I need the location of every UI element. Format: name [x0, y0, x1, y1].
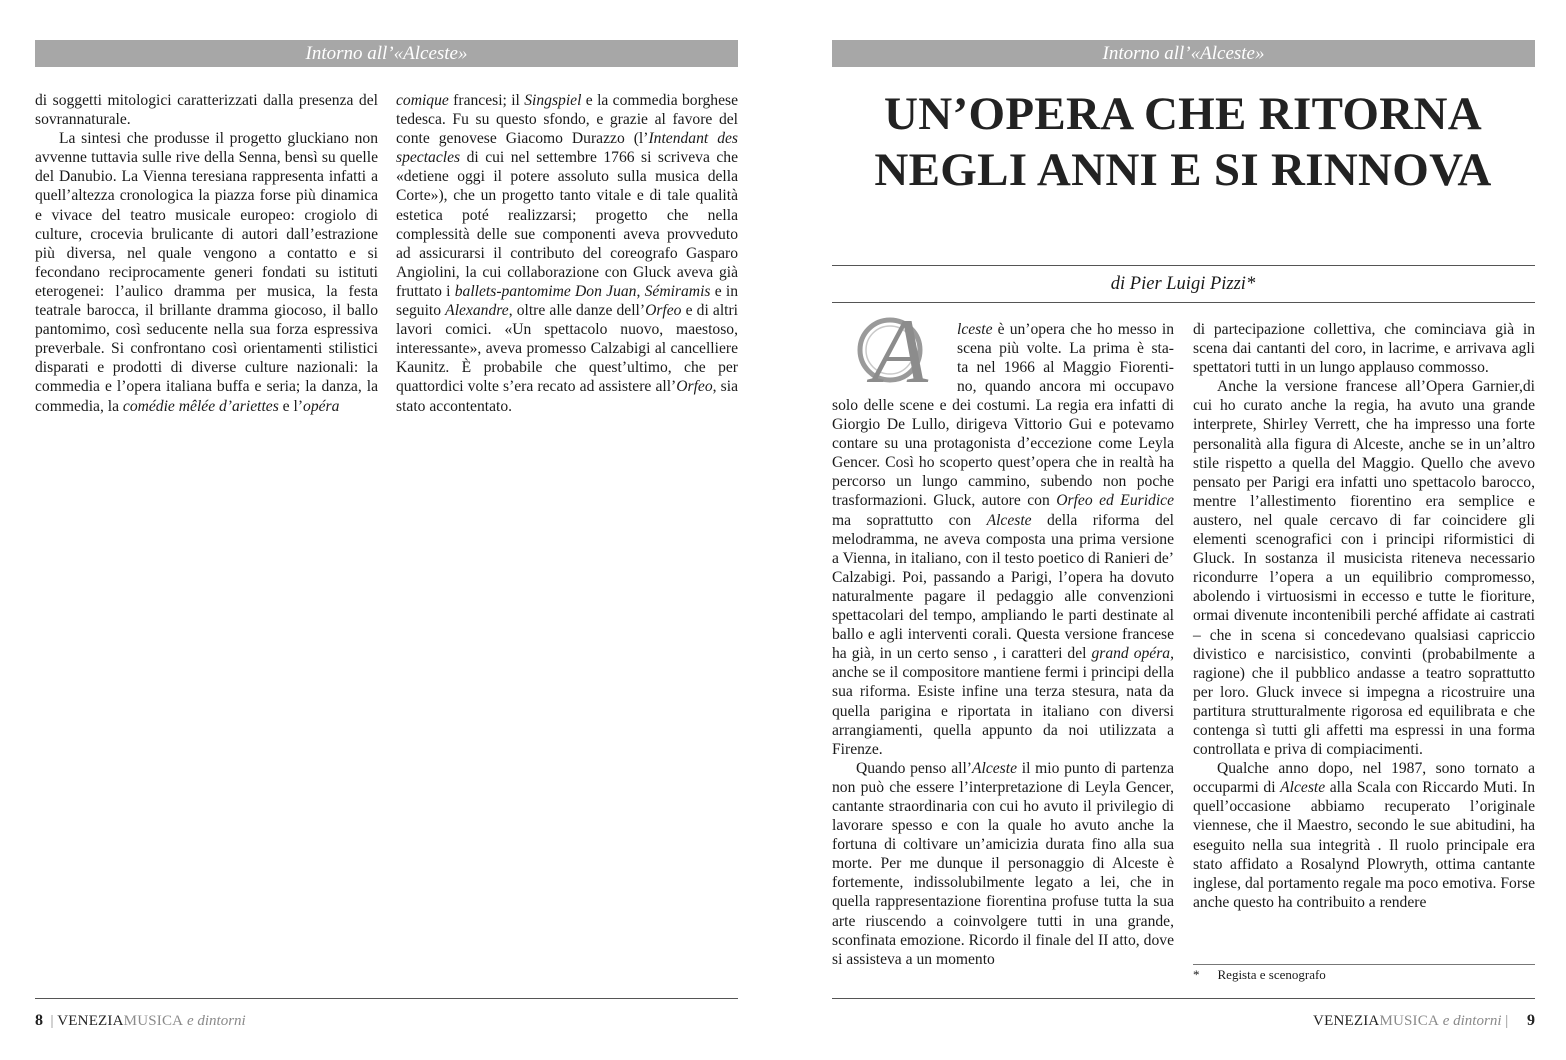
drop-cap-letter: A	[871, 300, 929, 396]
lead-line-1: lceste è un’opera che ho messo in	[957, 321, 1174, 338]
footnote-rule	[1193, 964, 1535, 965]
paragraph: Qualche anno dopo, nel 1987, sono tornato a occuparmi di Alceste alla Scala con Riccardo Muti. In quell’occasione abbiamo recuperato l’originale viennese, che il Maestro, secondo le sue abitudini, ha eseguito nella sua integrità . Il ruolo principale era stato affidato a Rosalynd Plowryth, ottima cantante inglese, dal portamento regale ma poco emotiva. Forse anche questo ha contribuito a rendere	[1193, 760, 1535, 911]
byline-rule-top	[832, 265, 1535, 266]
paragraph: Quando penso all’Alceste il mio punto di partenza non può che essere l’interpretazione di Leyla Gencer, cantante straordinaria con cui ho avuto il privilegio di lavorare spesso e con la quale ho avuto anche la fortuna di coltivare un’amicizia durata fino alla sua morte. Per me dunque il personaggio di Alceste è fortemente, indissolubilmente legato a lei, che in quella rappresentazione fiorentina profuse tutta la sua arte riuscendo a coinvolgere tutti in una grande, sconfinata emozione. Ricordo il finale del II atto, dove si assisteva a un momento	[832, 759, 1175, 968]
right-footer	[1313, 1012, 1535, 1030]
right-column-2	[1193, 320, 1535, 912]
left-running-header: Intorno all’«Alceste»	[35, 40, 738, 67]
article-byline: di Pier Luigi Pizzi*	[1110, 274, 1256, 294]
paragraph: La sintesi che produsse il progetto gluckiano non avvenne tuttavia sulle rive della Senna, bensì su quelle del Danubio. La Vienna teresiana rappresenta infatti a quell’altezza cronologica la piazza forse più dinamica e vivace del teatro musicale europeo: crogiolo di culture, crocevia brulicante di autori dall’estrazione più diversa, nel quale vengono a contatto e si fecondano reciprocamente generi fondati su istituti eterogenei: l’aulico dramma per musica, la festa teatrale barocca, il brillante dramma giocoso, il ballo pantomimo, così seducente nella sua forza espressiva preverbale. Si confrontano così orientamenti stilistici disparati e prodotti di diverse culture nazionali: la commedia e l’opera italiana buffa e seria; la danza, la commedia, la comédie mêlée d’ariettes e l’opéra	[35, 130, 378, 415]
lead-line-2: scena più volte. La prima è sta-	[957, 340, 1174, 358]
right-magazine-name-c: e dintorni	[1442, 1013, 1502, 1029]
left-footer	[35, 1012, 246, 1030]
drop-cap-a	[848, 300, 952, 396]
lead-line-3: ta nel 1966 al Maggio Fiorenti-	[957, 359, 1174, 377]
article-title-line-2: NEGLI ANNI E SI RINNOVA	[874, 144, 1492, 196]
right-column-1	[832, 396, 1174, 969]
right-footer-rule	[832, 998, 1535, 999]
paragraph: solo delle scene e dei costumi. La regia era infatti di Giorgio De Lullo, dirigeva Vittorio Gui e potevamo contare su una protagonista d’eccezione come Leyla Gencer. Così ho scoperto quest’opera che in realtà ha percorso un lungo cammino, subendo non poche trasformazioni. Gluck, autore con Orfeo ed Euridice ma soprattutto con Alceste della riforma del melodramma, ne aveva composta una prima versione a Vienna, in italiano, con il testo poetico di Ranieri de’ Calzabigi. Poi, passando a Parigi, l’opera ha dovuto naturalmente pagare il pedaggio alle convenzioni spettacolari del tempo, ampliando le parti destinate al ballo e agli interventi corali. Questa versione francese ha già, in un certo senso , i caratteri del grand opéra, anche se il compositore mantiene fermi i principi della sua riforma. Esiste infine una terza stesura, nata da quella parigina e riportata in italiano con diversi arrangiamenti, quella appunto da noi utilizzata a Firenze.	[832, 397, 1175, 758]
footnote-text: Regista e scenografo	[1217, 967, 1326, 982]
footnote-mark: *	[1193, 967, 1200, 982]
left-column-1	[35, 91, 378, 416]
paragraph: comique francesi; il Singspiel e la commedia borghese tedesca. Fu su questo sfondo, e grazie al favore del conte genovese Giacomo Durazzo (l’Intendant des spectacles di cui nel settembre 1766 si scriveva che «detiene oggi il potere assoluto sulla musica della Corte»), che un progetto tanto vitale e di tale qualità estetica poté realizzarsi; progetto che nella complessità delle sue componenti aveva provveduto ad assicurarsi il contributo del coreografo Gasparo Angiolini, la cui collaborazione con Gluck aveva già fruttato i ballets-pantomime Don Juan, Sémiramis e in seguito Alexandre, oltre alle danze dell’Orfeo e di altri lavori comici. «Un spettacolo nuovo, maestoso, interessante», aveva promesso Calzabigi al cancelliere Kaunitz. È probabile che quest’ultimo, che per quattordici volte s’era recato ad assistere all’Orfeo, sia stato accontentato.	[396, 92, 739, 415]
lead-line-4: no, quando ancora mi occupavo	[957, 378, 1174, 396]
right-running-header: Intorno all’«Alceste»	[832, 40, 1535, 67]
footnote	[1193, 967, 1326, 983]
left-magazine-name-c: e dintorni	[186, 1013, 246, 1029]
footer-separator: |	[46, 1013, 58, 1029]
left-magazine-name-a: VENEZIA	[57, 1013, 124, 1029]
left-magazine-name-b: MUSICA	[123, 1013, 184, 1029]
right-magazine-name-a: VENEZIA	[1313, 1013, 1380, 1029]
article-title-line-1: UN’OPERA CHE RITORNA	[884, 88, 1482, 140]
article-title	[832, 86, 1534, 198]
footer-separator: |	[1501, 1013, 1524, 1029]
right-magazine-name-b: MUSICA	[1379, 1013, 1439, 1029]
paragraph: di soggetti mitologici caratterizzati dalla presenza del sovrannaturale.	[35, 92, 378, 129]
left-page-number: 8	[35, 1012, 43, 1029]
paragraph: Anche la versione francese all’Opera Garnier,di cui ho curato anche la regia, ha avuto una grande interprete, Shirley Verrett, che ha impresso una forte personalità alla figura di Alceste, anche se in un’altro stile rispetto a quella del Maggio. Quello che avevo pensato per Parigi era infatti uno spettacolo barocco, mentre l’allestimento fiorentino era semplice e austero, nel quale cercavo di far coincidere gli elementi scenografici con i principi riformistici di Gluck. In sostanza il musicista riteneva necessario ricondurre l’opera a un equilibrio compromesso, abolendo i virtuosismi in eccesso e tutte le fioriture, ormai divenute incontenibili perché affidate ai castrati – che in scena si concedevano qualsiasi capriccio divistico e narcisistico, convinti (probabilmente a ragione) che il pubblico andasse a teatro soprattutto per loro. Gluck invece si impegna a ricostruire una partitura strutturalmente rigorosa ed equilibrata e che contenga sì tutti gli affetti ma espressi in una forma controllata e priva di compiacimenti.	[1193, 378, 1535, 759]
paragraph: di partecipazione collettiva, che cominciava già in scena dai cantanti del coro, in lacrime, e arrivava agli spettatori tutti in un lungo applauso commosso.	[1193, 321, 1535, 377]
right-column-1-lead	[957, 320, 1174, 396]
left-column-2	[396, 91, 738, 416]
left-footer-rule	[35, 998, 738, 999]
right-page-number: 9	[1527, 1012, 1535, 1029]
